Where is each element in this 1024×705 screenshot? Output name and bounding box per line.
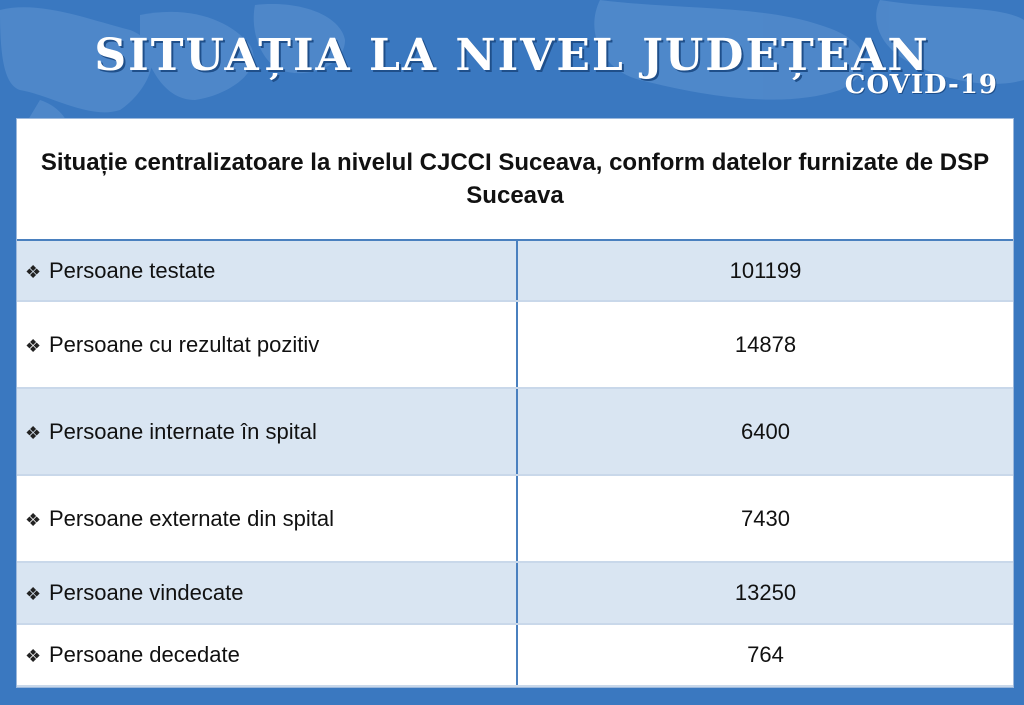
row-label: Persoane externate din spital [49, 505, 334, 531]
row-value: 13250 [517, 562, 1013, 624]
row-label: Persoane vindecate [49, 580, 244, 605]
row-value: 764 [517, 624, 1013, 686]
table-row [17, 241, 1013, 301]
row-label: Persoane testate [49, 257, 216, 283]
diamond-bullet-icon: ❖ [25, 584, 42, 604]
row-value: 6400 [517, 388, 1013, 475]
row-label-cell [17, 624, 517, 686]
covid-badge: COVID-19 [844, 70, 998, 100]
row-label: Persoane decedate [49, 642, 240, 667]
stats-table [17, 241, 1013, 687]
table-row [17, 388, 1013, 475]
row-value: 14878 [517, 301, 1013, 388]
row-value: 101199 [517, 241, 1013, 301]
table-row [17, 624, 1013, 686]
summary-panel [16, 118, 1014, 688]
table-row [17, 562, 1013, 624]
diamond-bullet-icon: ❖ [25, 509, 42, 530]
row-label: Persoane internate în spital [49, 418, 317, 444]
row-value: 7430 [517, 475, 1013, 562]
diamond-bullet-icon: ❖ [25, 335, 42, 356]
row-label-cell [17, 388, 517, 475]
row-label-cell [17, 562, 517, 624]
table-row [17, 475, 1013, 562]
row-label-cell [17, 475, 517, 562]
table-row [17, 301, 1013, 388]
row-label-cell [17, 301, 517, 388]
row-label-cell [17, 241, 517, 301]
row-label: Persoane cu rezultat pozitiv [49, 331, 320, 357]
table-heading: Situație centralizatoare la nivelul CJCCI Suceava, conform datelor furnizate de DSP Suceava [17, 119, 1013, 241]
diamond-bullet-icon: ❖ [25, 646, 42, 666]
diamond-bullet-icon: ❖ [25, 261, 42, 282]
diamond-bullet-icon: ❖ [25, 422, 42, 443]
page-title: SITUAȚIA LA NIVEL JUDEȚEAN [94, 30, 930, 81]
